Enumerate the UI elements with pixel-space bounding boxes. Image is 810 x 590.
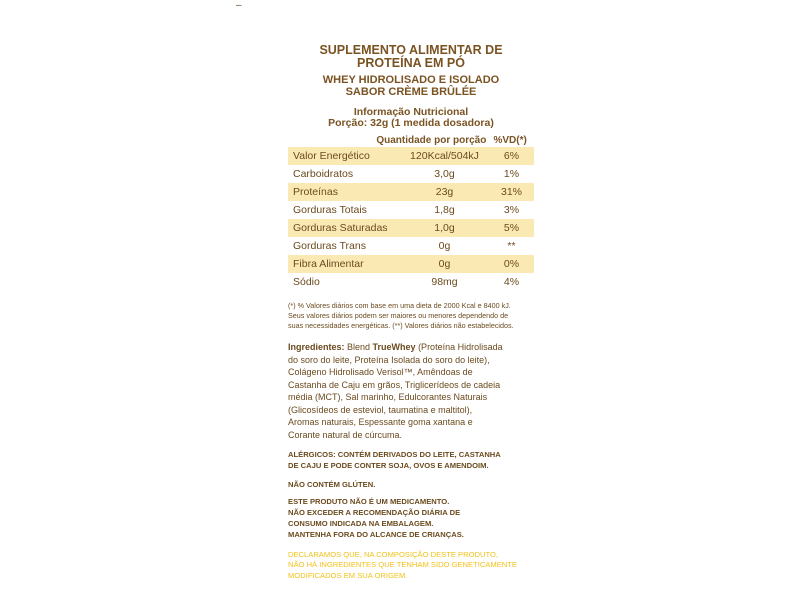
footnote-line: (*) % Valores diários com base em uma dieta de 2000 Kcal e 8400 kJ.	[288, 301, 511, 310]
ingredients-line: Castanha de Caju em grãos, Triglicerídeos de cadeia	[288, 379, 501, 390]
gmo-line: MODIFICADOS EM SUA ORIGEM.	[288, 571, 408, 581]
gmo-declaration	[288, 550, 534, 582]
nutrient-name: Gorduras Trans	[293, 240, 366, 252]
nutrient-qty: 3,0g	[434, 168, 455, 180]
allergens-line: ALÉRGICOS: CONTÉM DERIVADOS DO LEITE, CASTANHA	[288, 450, 501, 459]
ingredients-line: Colágeno Hidrolisado Verisol™, Amêndoas de	[288, 367, 473, 377]
nutrition-info-heading	[288, 107, 534, 129]
nutrient-vd: **	[507, 240, 516, 252]
header-quantity: Quantidade por porção	[376, 134, 487, 146]
ingredients-line	[288, 341, 534, 354]
ingredients-brand: TrueWhey	[372, 342, 416, 352]
product-subtitle-line2: SABOR CRÈME BRÛLÉE	[345, 85, 477, 98]
nutrient-qty: 1,0g	[434, 222, 455, 234]
nutrient-qty: 0g	[438, 258, 451, 270]
header-vd: %VD(*)	[493, 134, 527, 146]
nutrient-vd: 0%	[503, 258, 520, 270]
nutrient-vd: 31%	[500, 186, 522, 198]
nutrient-vd: 3%	[503, 204, 520, 216]
nutrient-qty: 0g	[438, 240, 451, 252]
warning-line: CONSUMO INDICADA NA EMBALAGEM.	[288, 518, 434, 528]
product-subtitle-line1: WHEY HIDROLISADO E ISOLADO	[322, 74, 500, 86]
nutrient-qty: 23g	[435, 186, 454, 198]
gmo-line: DECLARAMOS QUE, NA COMPOSIÇÃO DESTE PRODUTO,	[288, 549, 498, 559]
nutrition-table	[288, 133, 534, 291]
ingredients-line: (Glicosídeos de esteviol, taumatina e maltitol),	[288, 404, 473, 415]
ingredients-line: Corante natural de cúrcuma.	[288, 429, 403, 440]
daily-values-footnote	[288, 301, 534, 331]
gmo-line: NÃO HÁ INGREDIENTES QUE TENHAM SIDO GENETICAMENTE	[288, 560, 517, 570]
product-title	[288, 44, 534, 70]
corner-mark: –	[236, 0, 242, 11]
nutrient-qty: 1,8g	[434, 204, 455, 216]
warning-line: NÃO EXCEDER A RECOMENDAÇÃO DIÁRIA DE	[288, 508, 461, 518]
ingredients-label: Ingredientes:	[288, 342, 345, 352]
serving-size: Porção: 32g (1 medida dosadora)	[328, 117, 494, 129]
table-row	[288, 237, 534, 255]
nutrient-qty: 120Kcal/504kJ	[410, 150, 479, 162]
product-title-line1: SUPLEMENTO ALIMENTAR DE	[319, 43, 503, 57]
ingredients-line: do soro do leite, Proteína Isolada do soro do leite),	[288, 354, 490, 365]
footnote-line: Seus valores diários podem ser maiores ou menores dependendo de	[288, 311, 509, 320]
table-row	[288, 183, 534, 201]
nutrient-qty: 98mg	[431, 276, 458, 288]
table-row	[288, 273, 534, 291]
warning-line: ESTE PRODUTO NÃO É UM MEDICAMENTO.	[288, 497, 450, 507]
nutrient-name: Sódio	[293, 276, 320, 288]
gluten-statement: NÃO CONTÉM GLÚTEN.	[288, 479, 376, 489]
nutrition-info-title: Informação Nutricional	[353, 106, 469, 118]
allergens-line: DE CAJU E PODE CONTER SOJA, OVOS E AMENDOIM.	[288, 460, 489, 470]
nutrient-name: Gorduras Saturadas	[293, 222, 388, 234]
nutrient-name: Gorduras Totais	[293, 204, 367, 216]
ingredients-text: (Proteína Hidrolisada	[415, 342, 503, 352]
ingredients-line: Aromas naturais, Espessante goma xantana e	[288, 417, 473, 427]
warning-line: MANTENHA FORA DO ALCANCE DE CRIANÇAS.	[288, 529, 464, 539]
footnote-line: suas necessidades energéticas. (**) Valores diários não estabelecidos.	[288, 321, 514, 330]
nutrient-name: Fibra Alimentar	[293, 258, 364, 270]
nutrient-name: Valor Energético	[293, 150, 370, 162]
nutrient-name: Proteínas	[293, 186, 338, 198]
table-row	[288, 201, 534, 219]
allergens-warning	[288, 450, 534, 472]
table-row	[288, 147, 534, 165]
nutrient-vd: 1%	[503, 168, 520, 180]
nutrient-vd: 6%	[503, 150, 520, 162]
product-subtitle	[288, 75, 534, 98]
table-row	[288, 255, 534, 273]
nutrition-table-header	[288, 133, 534, 147]
ingredients-line: média (MCT), Sal marinho, Edulcorantes Naturais	[288, 392, 488, 402]
ingredients-block	[288, 341, 534, 441]
nutrient-name: Carboidratos	[293, 168, 354, 180]
nutrition-label	[288, 44, 534, 582]
table-row	[288, 219, 534, 237]
product-warnings	[288, 497, 534, 540]
table-row	[288, 165, 534, 183]
ingredients-blend: Blend	[344, 342, 373, 352]
product-title-line2: PROTEÍNA EM PÓ	[357, 56, 465, 70]
nutrient-vd: 5%	[503, 222, 520, 234]
nutrient-vd: 4%	[503, 276, 520, 288]
